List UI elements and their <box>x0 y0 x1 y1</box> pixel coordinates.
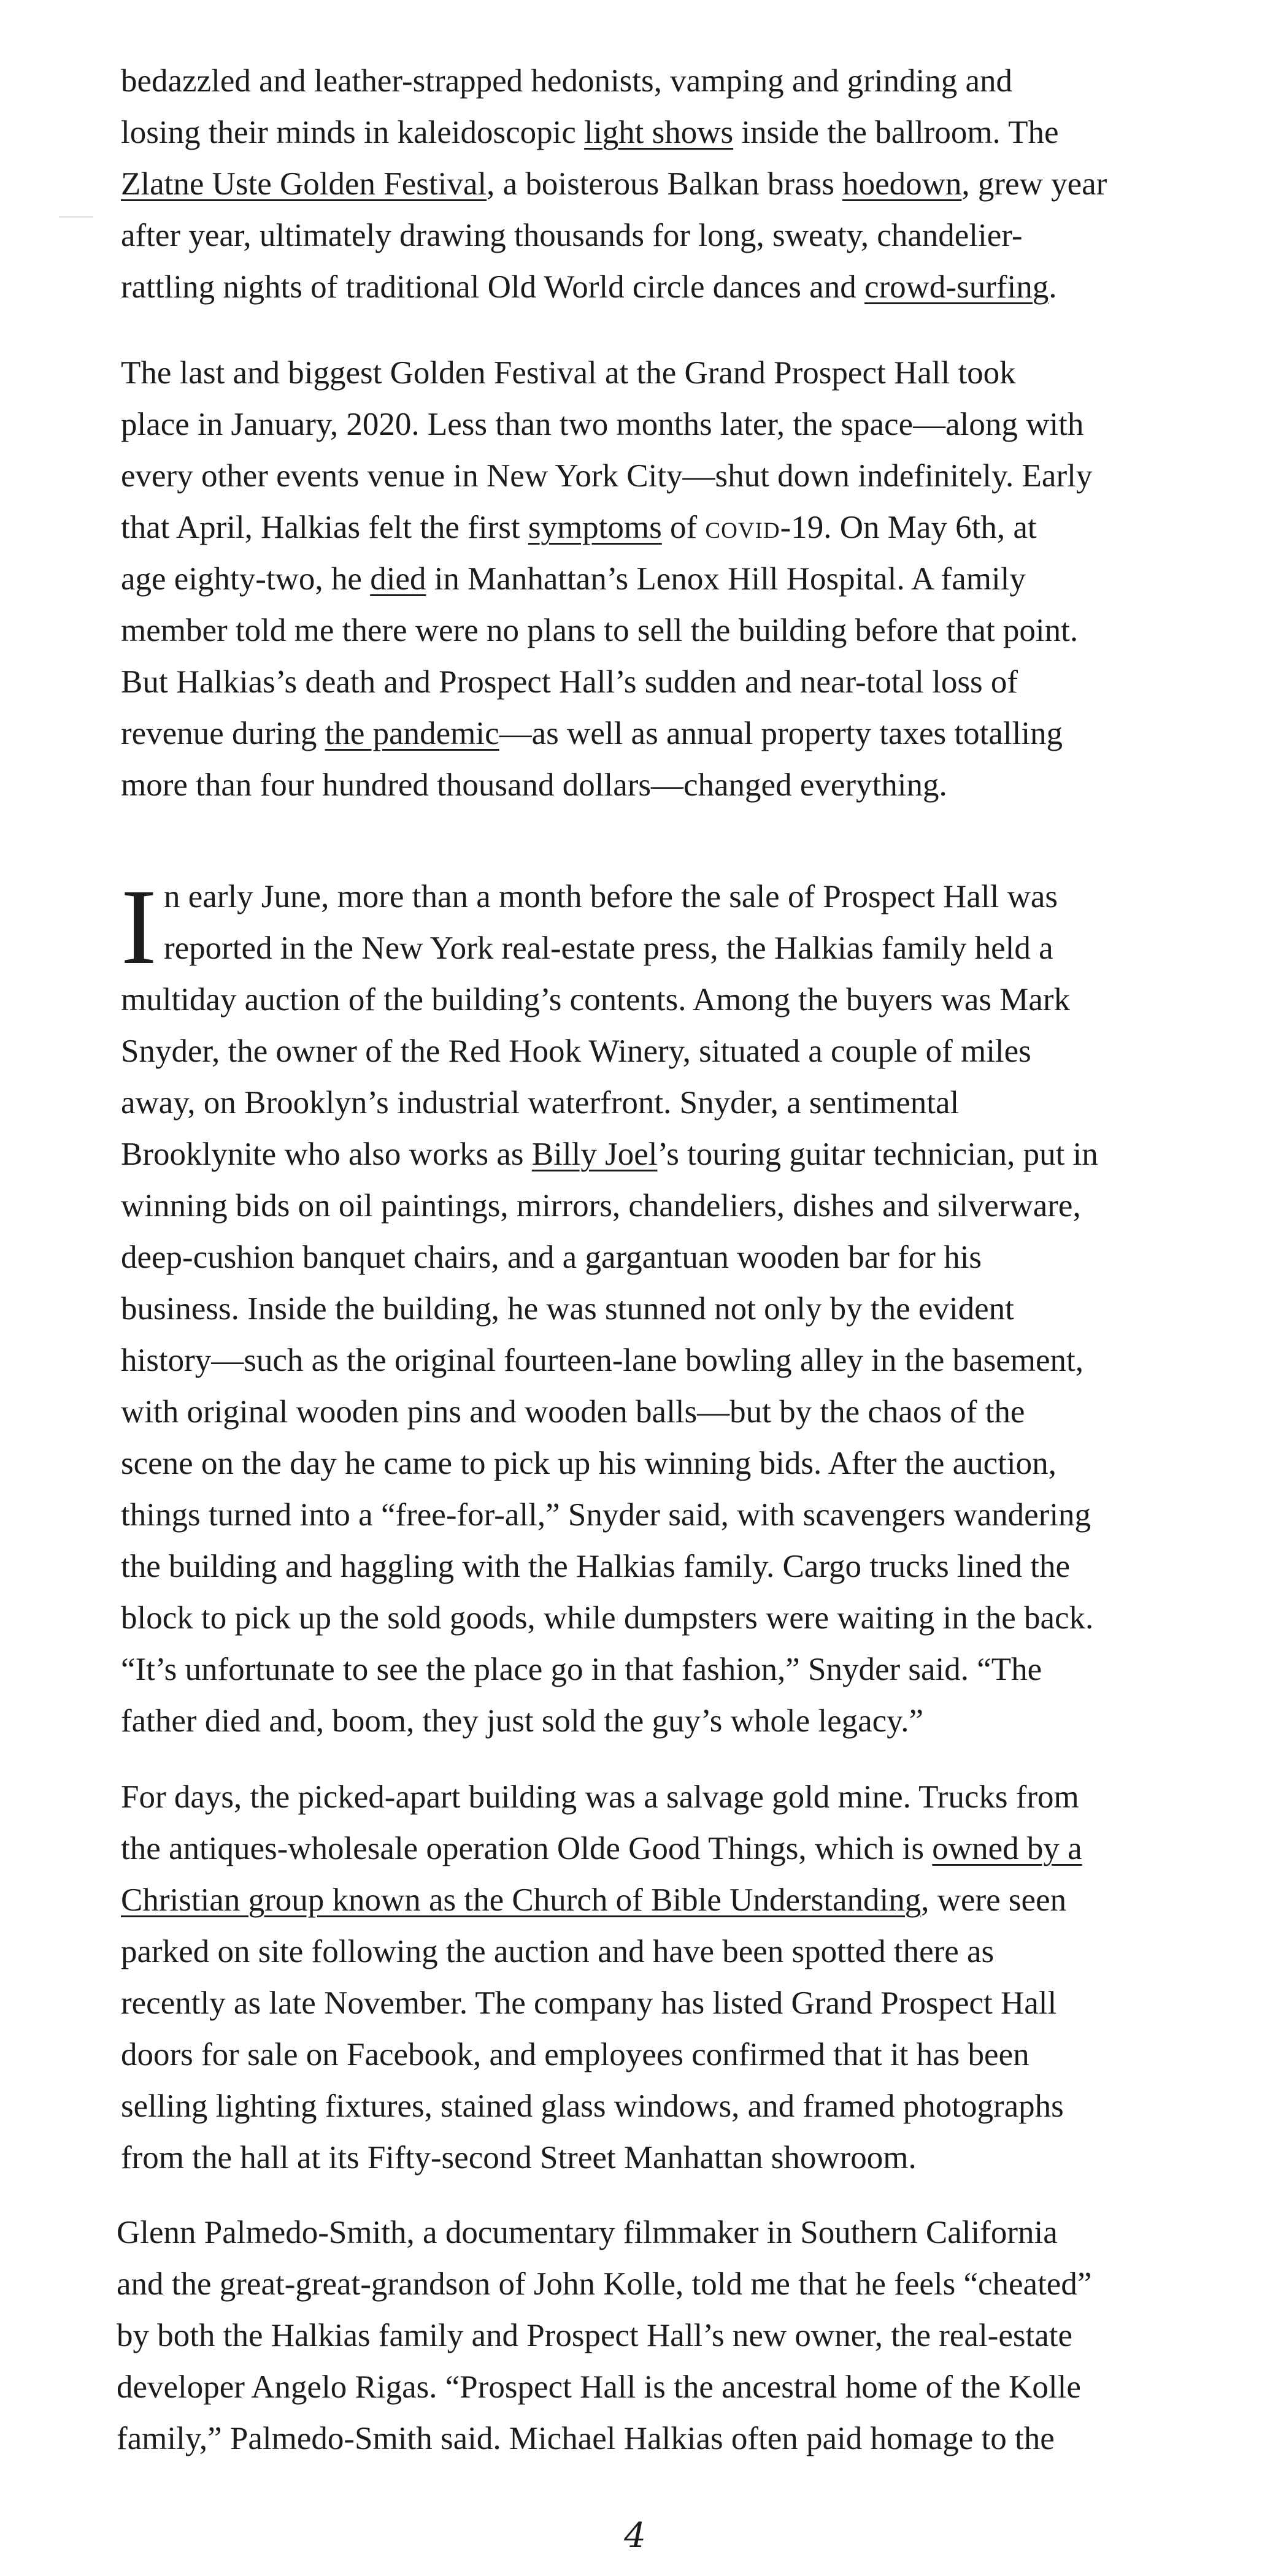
text-run: by both the Halkias family and Prospect Hall’s new owner, the real-estate <box>117 2318 1072 2353</box>
text-run: -19. On May 6th, at <box>780 510 1037 545</box>
text-line <box>121 1335 1164 1386</box>
inline-link[interactable]: owned by a <box>932 1831 1082 1866</box>
text-line <box>121 347 1164 399</box>
text-run: “It’s unfortunate to see the place go in that fashion,” Snyder said. “The <box>121 1652 1042 1687</box>
inline-link[interactable]: Christian group known as the Church of Bible Understanding <box>121 1882 922 1918</box>
margin-rule <box>59 216 93 218</box>
text-line <box>117 2310 1160 2361</box>
text-run: bedazzled and leather-strapped hedonists, vamping and grinding and <box>121 63 1013 99</box>
text-line <box>121 1025 1164 1077</box>
text-line <box>121 1874 1164 1926</box>
text-run: reported in the New York real-estate press, the Halkias family held a <box>164 930 1053 966</box>
text-line <box>121 1180 1164 1232</box>
inline-link[interactable]: crowd-surfing <box>864 269 1049 305</box>
text-line <box>121 553 1164 605</box>
text-run: after year, ultimately drawing thousands for long, sweaty, chandelier- <box>121 218 1023 253</box>
text-line <box>121 2029 1164 2080</box>
text-run: age eighty-two, he <box>121 561 371 597</box>
text-run: father died and, boom, they just sold the guy’s whole legacy.” <box>121 1703 923 1739</box>
text-line <box>117 2361 1160 2413</box>
text-run: every other events venue in New York City—shut down indefinitely. Early <box>121 458 1093 494</box>
text-run: things turned into a “free-for-all,” Snyder said, with scavengers wandering <box>121 1497 1091 1533</box>
text-line <box>121 2132 1164 2183</box>
text-line <box>121 450 1164 502</box>
text-run: place in January, 2020. Less than two months later, the space—along with <box>121 407 1084 442</box>
text-line <box>121 1232 1164 1283</box>
text-line <box>121 1077 1164 1129</box>
text-line <box>121 1823 1164 1874</box>
text-run: with original wooden pins and wooden balls—but by the chaos of the <box>121 1394 1025 1430</box>
text-run: , a boisterous Balkan brass <box>487 166 843 202</box>
text-run: winning bids on oil paintings, mirrors, chandeliers, dishes and silverware, <box>121 1188 1081 1224</box>
text-line <box>121 1386 1164 1438</box>
inline-link[interactable]: Billy Joel <box>531 1137 658 1172</box>
text-run: The last and biggest Golden Festival at the Grand Prospect Hall took <box>121 355 1016 391</box>
paragraph-1 <box>121 55 1164 313</box>
text-run: doors for sale on Facebook, and employees confirmed that it has been <box>121 2037 1029 2072</box>
page-number: 4 <box>624 2516 646 2556</box>
text-line <box>121 1977 1164 2029</box>
paragraph-5 <box>117 2207 1160 2464</box>
text-line <box>121 502 1164 553</box>
text-run: For days, the picked-apart building was a salvage gold mine. Trucks from <box>121 1779 1079 1815</box>
text-run: the antiques-wholesale operation Olde Good Things, which is <box>121 1831 933 1866</box>
text-run: family,” Palmedo-Smith said. Michael Halkias often paid homage to the <box>117 2421 1055 2456</box>
text-line <box>117 2413 1160 2464</box>
text-line <box>121 107 1164 158</box>
text-run: multiday auction of the building’s contents. Among the buyers was Mark <box>121 982 1071 1018</box>
text-line <box>121 55 1164 107</box>
drop-cap: I <box>121 867 157 987</box>
paragraph-2 <box>121 347 1164 811</box>
text-run: from the hall at its Fifty-second Street Manhattan showroom. <box>121 2140 917 2175</box>
text-run: inside the ballroom. The <box>733 115 1059 150</box>
text-line <box>121 1695 1164 1747</box>
text-line <box>121 708 1164 759</box>
text-line <box>121 261 1164 313</box>
text-line <box>121 656 1164 708</box>
text-run: of <box>661 510 706 545</box>
text-line <box>121 871 1164 922</box>
small-caps-run: covid <box>705 510 780 545</box>
text-run: Brooklynite who also works as <box>121 1137 532 1172</box>
text-run: Glenn Palmedo-Smith, a documentary filmmaker in Southern California <box>117 2215 1058 2250</box>
text-run: block to pick up the sold goods, while dumpsters were waiting in the back. <box>121 1600 1094 1636</box>
text-run: scene on the day he came to pick up his winning bids. After the auction, <box>121 1446 1056 1481</box>
inline-link[interactable]: the pandemic <box>325 716 499 751</box>
text-run: developer Angelo Rigas. “Prospect Hall is the ancestral home of the Kolle <box>117 2369 1081 2405</box>
text-line <box>121 1771 1164 1823</box>
text-line <box>121 1438 1164 1489</box>
text-run: But Halkias’s death and Prospect Hall’s sudden and near-total loss of <box>121 664 1018 700</box>
text-run: that April, Halkias felt the first <box>121 510 528 545</box>
paragraph-3 <box>121 867 1164 1747</box>
text-run: ’s touring guitar technician, put in <box>657 1137 1098 1172</box>
text-line <box>121 1644 1164 1695</box>
paragraph-4 <box>121 1771 1164 2183</box>
text-line <box>121 1541 1164 1592</box>
inline-link[interactable]: hoedown <box>842 166 962 202</box>
inline-link[interactable]: died <box>370 561 426 597</box>
text-run: , were seen <box>921 1882 1067 1918</box>
text-line <box>121 399 1164 450</box>
text-run: deep-cushion banquet chairs, and a gargantuan wooden bar for his <box>121 1240 982 1275</box>
text-line <box>121 2080 1164 2132</box>
text-run: the building and haggling with the Halkias family. Cargo trucks lined the <box>121 1549 1071 1584</box>
text-line <box>121 1489 1164 1541</box>
text-run: business. Inside the building, he was stunned not only by the evident <box>121 1291 1014 1327</box>
text-run: history—such as the original fourteen-lane bowling alley in the basement, <box>121 1343 1083 1378</box>
text-run: away, on Brooklyn’s industrial waterfront. Snyder, a sentimental <box>121 1085 960 1121</box>
text-line <box>117 2207 1160 2258</box>
text-line <box>121 158 1164 210</box>
text-line <box>121 974 1164 1025</box>
text-line <box>121 605 1164 656</box>
text-run: in Manhattan’s Lenox Hill Hospital. A family <box>426 561 1026 597</box>
text-run: rattling nights of traditional Old World circle dances and <box>121 269 864 305</box>
text-run: and the great-great-grandson of John Kolle, told me that he feels “cheated” <box>117 2266 1092 2302</box>
inline-link[interactable]: Zlatne Uste Golden Festival <box>121 166 487 202</box>
text-line <box>121 922 1164 974</box>
text-run: recently as late November. The company has listed Grand Prospect Hall <box>121 1985 1057 2021</box>
text-run: n early June, more than a month before the sale of Prospect Hall was <box>164 879 1058 914</box>
text-line <box>121 1592 1164 1644</box>
text-line <box>117 2258 1160 2310</box>
text-run: member told me there were no plans to sell the building before that point. <box>121 613 1079 648</box>
text-run: revenue during <box>121 716 325 751</box>
text-run: parked on site following the auction and have been spotted there as <box>121 1934 995 1969</box>
text-run: , grew year <box>961 166 1107 202</box>
text-run: more than four hundred thousand dollars—changed everything. <box>121 767 947 803</box>
inline-link[interactable]: symptoms <box>528 510 662 545</box>
text-line <box>121 1129 1164 1180</box>
text-run: —as well as annual property taxes totalling <box>499 716 1063 751</box>
text-line <box>121 1283 1164 1335</box>
text-line <box>121 210 1164 261</box>
text-run: losing their minds in kaleidoscopic <box>121 115 585 150</box>
text-run: . <box>1049 269 1057 305</box>
text-run: selling lighting fixtures, stained glass windows, and framed photographs <box>121 2088 1064 2124</box>
text-line <box>121 759 1164 811</box>
inline-link[interactable]: light shows <box>584 115 734 150</box>
text-line <box>121 1926 1164 1977</box>
text-run: Snyder, the owner of the Red Hook Winery, situated a couple of miles <box>121 1033 1031 1069</box>
